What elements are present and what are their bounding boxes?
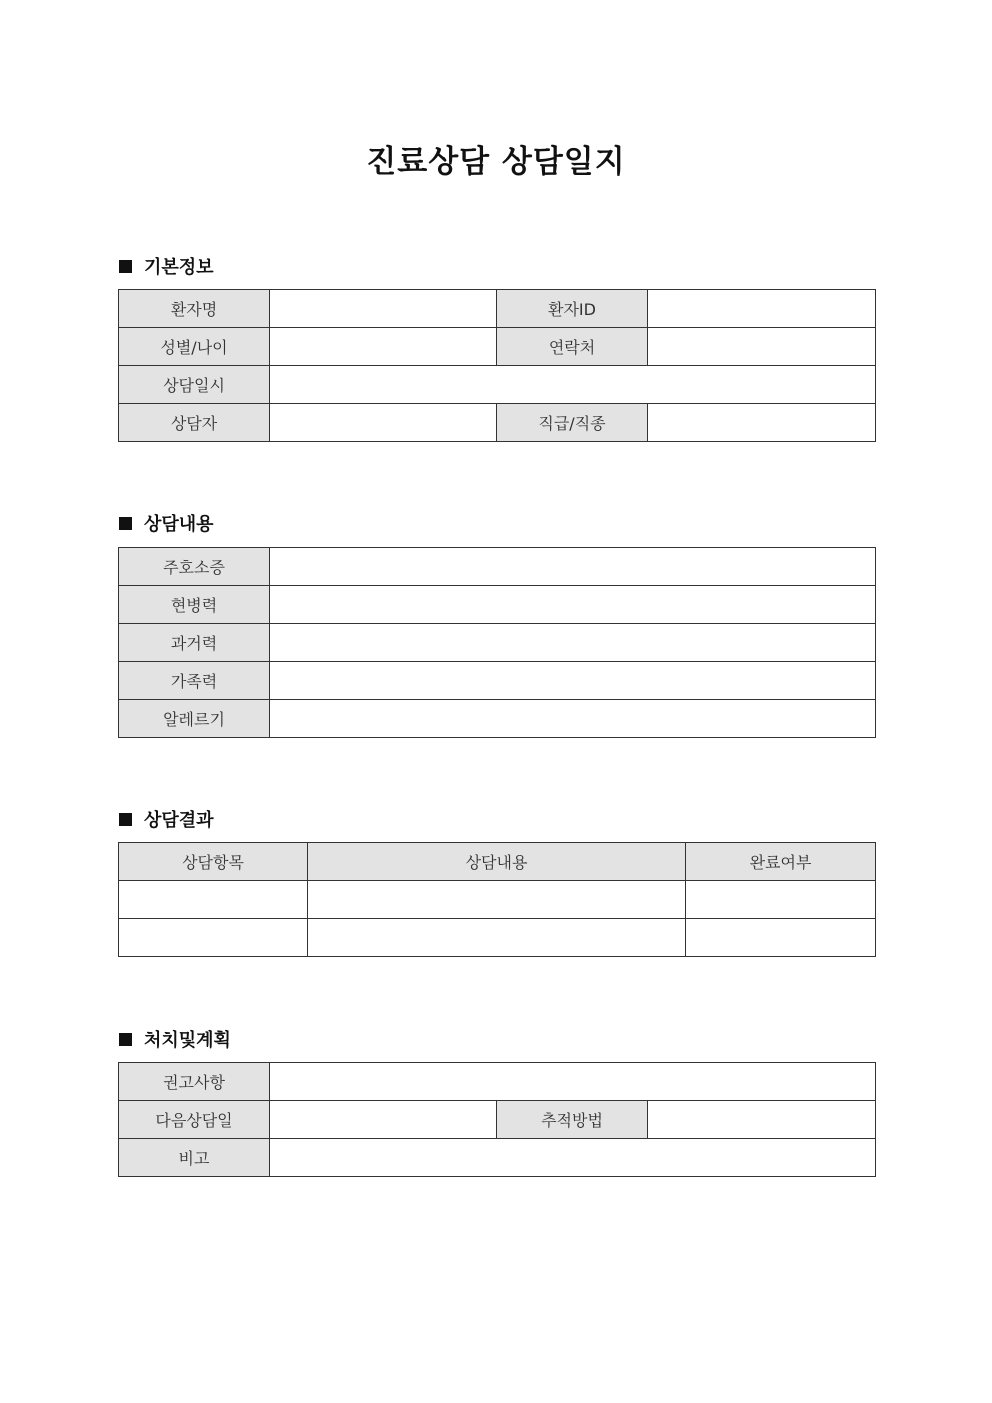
past-history-field[interactable] xyxy=(270,624,876,662)
sex-age-label: 성별/나이 xyxy=(119,328,270,366)
page-title: 진료상담 상담일지 xyxy=(366,144,626,180)
sex-age-field[interactable] xyxy=(270,328,497,366)
table-row xyxy=(119,586,876,624)
patient-name-field[interactable] xyxy=(270,290,497,328)
consult-result-table xyxy=(118,842,876,957)
table-row xyxy=(119,548,876,586)
table-row xyxy=(119,1101,876,1139)
section-plan-heading xyxy=(119,1026,231,1052)
table-row xyxy=(119,881,876,919)
section-result-heading xyxy=(119,806,214,832)
table-header-row xyxy=(119,843,876,881)
table-row xyxy=(119,624,876,662)
allergy-field[interactable] xyxy=(270,700,876,738)
square-bullet-icon xyxy=(119,260,132,273)
section-result-label: 상담결과 xyxy=(144,810,214,831)
chief-complaint-label: 주호소증 xyxy=(119,548,270,586)
counselor-label: 상담자 xyxy=(119,404,270,442)
table-row xyxy=(119,328,876,366)
allergy-label: 알레르기 xyxy=(119,700,270,738)
followup-method-label: 추적방법 xyxy=(497,1101,648,1139)
table-row xyxy=(119,290,876,328)
result-item-field[interactable] xyxy=(119,881,308,919)
table-row xyxy=(119,1139,876,1177)
consult-datetime-label: 상담일시 xyxy=(119,366,270,404)
family-history-label: 가족력 xyxy=(119,662,270,700)
recommendation-field[interactable] xyxy=(270,1063,876,1101)
contact-field[interactable] xyxy=(648,328,876,366)
square-bullet-icon xyxy=(119,1033,132,1046)
next-date-field[interactable] xyxy=(270,1101,497,1139)
column-header-content: 상담내용 xyxy=(308,843,686,881)
section-content-heading xyxy=(119,510,214,536)
followup-method-field[interactable] xyxy=(648,1101,876,1139)
treatment-plan-table xyxy=(118,1062,876,1177)
position-label: 직급/직종 xyxy=(497,404,648,442)
chief-complaint-field[interactable] xyxy=(270,548,876,586)
consult-content-table xyxy=(118,547,876,738)
basic-info-table xyxy=(118,289,876,442)
column-header-completion: 완료여부 xyxy=(686,843,876,881)
recommendation-label: 권고사항 xyxy=(119,1063,270,1101)
contact-label: 연락처 xyxy=(497,328,648,366)
result-content-field[interactable] xyxy=(308,919,686,957)
table-row xyxy=(119,700,876,738)
family-history-field[interactable] xyxy=(270,662,876,700)
section-basic-heading xyxy=(119,253,214,279)
remarks-label: 비고 xyxy=(119,1139,270,1177)
next-date-label: 다음상담일 xyxy=(119,1101,270,1139)
remarks-field[interactable] xyxy=(270,1139,876,1177)
result-completion-field[interactable] xyxy=(686,881,876,919)
patient-id-label: 환자ID xyxy=(497,290,648,328)
result-item-field[interactable] xyxy=(119,919,308,957)
past-history-label: 과거력 xyxy=(119,624,270,662)
section-plan-label: 처치및계획 xyxy=(144,1030,231,1051)
patient-id-field[interactable] xyxy=(648,290,876,328)
square-bullet-icon xyxy=(119,813,132,826)
square-bullet-icon xyxy=(119,517,132,530)
table-row xyxy=(119,1063,876,1101)
consult-datetime-field[interactable] xyxy=(270,366,876,404)
result-completion-field[interactable] xyxy=(686,919,876,957)
present-illness-label: 현병력 xyxy=(119,586,270,624)
present-illness-field[interactable] xyxy=(270,586,876,624)
section-basic-label: 기본정보 xyxy=(144,257,214,278)
table-row xyxy=(119,662,876,700)
patient-name-label: 환자명 xyxy=(119,290,270,328)
section-content-label: 상담내용 xyxy=(144,514,214,535)
column-header-item: 상담항목 xyxy=(119,843,308,881)
table-row xyxy=(119,366,876,404)
table-row xyxy=(119,404,876,442)
result-content-field[interactable] xyxy=(308,881,686,919)
counselor-field[interactable] xyxy=(270,404,497,442)
position-field[interactable] xyxy=(648,404,876,442)
table-row xyxy=(119,919,876,957)
